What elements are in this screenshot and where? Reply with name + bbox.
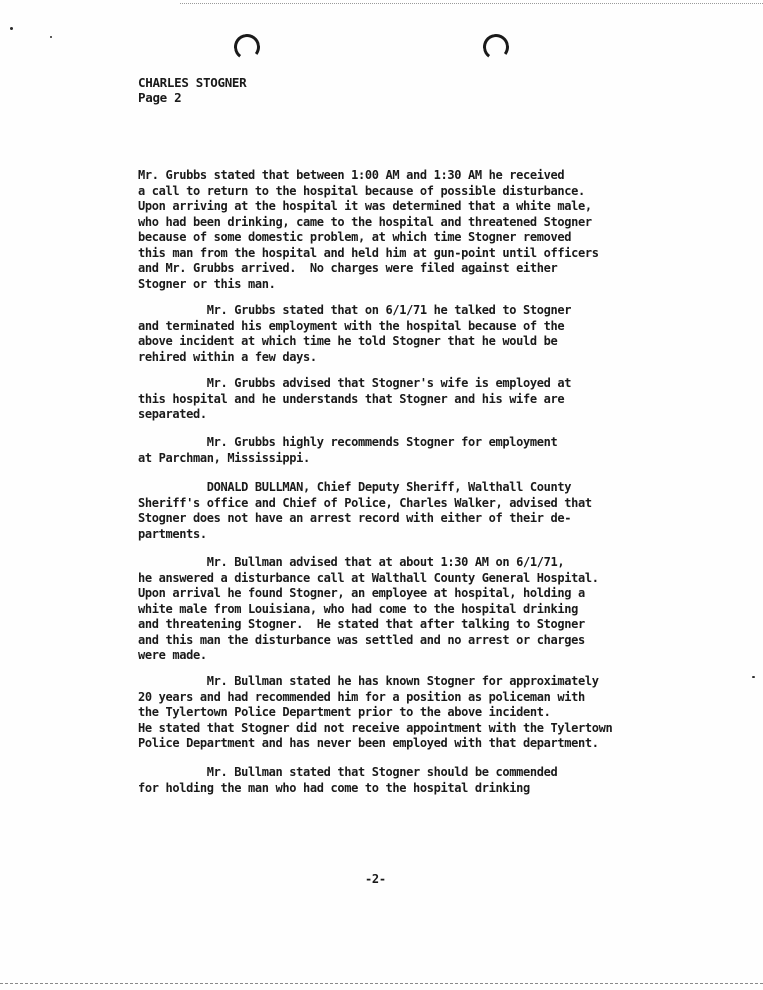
scan-speck — [752, 676, 755, 678]
document-header — [138, 75, 246, 105]
paragraph-bullman-disturbance: Mr. Bullman advised that at about 1:30 AM on 6/1/71, he answered a disturbance call at Walthall County General Hospital. Upon arrival he found Stogner, an employee at hospital, holding a white male from Louisiana, who had come to the hospital drinking and threatening Stogner. He stated that after talking to Stogner and this man the disturbance was settled and no arrest or charges were made. — [138, 555, 599, 662]
hole-punch-right-mark — [481, 32, 510, 61]
page-number: -2- — [365, 872, 386, 886]
paragraph-bullman-commended: Mr. Bullman stated that Stogner should be commended for holding the man who had come to the hospital drinking — [138, 765, 558, 795]
hole-punch-left-mark — [232, 32, 261, 61]
page-label: Page 2 — [138, 90, 182, 105]
paragraph-grubbs-recommends: Mr. Grubbs highly recommends Stogner for employment at Parchman, Mississippi. — [138, 435, 558, 465]
paragraph-grubbs-wife: Mr. Grubbs advised that Stogner's wife is employed at this hospital and he understands that Stogner and his wife are separated. — [138, 376, 572, 421]
paragraph-bullman-record: DONALD BULLMAN, Chief Deputy Sheriff, Walthall County Sheriff's office and Chief of Police, Charles Walker, advised that Stogner does not have an arrest record with either of their de- partments. — [138, 480, 592, 541]
scan-edge-bottom — [0, 983, 763, 984]
scan-speck — [10, 27, 13, 30]
subject-name: CHARLES STOGNER — [138, 75, 247, 90]
paragraph-grubbs-terminated: Mr. Grubbs stated that on 6/1/71 he talked to Stogner and terminated his employment with the hospital because of the above incident at which time he told Stogner that he would be rehired within a few days. — [138, 303, 572, 364]
scan-edge-top — [180, 3, 763, 4]
paragraph-grubbs-call: Mr. Grubbs stated that between 1:00 AM and 1:30 AM he received a call to return to the hospital because of possible disturbance. Upon arriving at the hospital it was determined that a white male, who had been drinking, came to the hospital and threatened Stogner because of some domestic problem, at which time Stogner removed this man from the hospital and held him at gun-point until officers and Mr. Grubbs arrived. No charges were filed against either Stogner or this man. — [138, 168, 599, 291]
scan-speck — [50, 36, 52, 38]
paragraph-bullman-known: Mr. Bullman stated he has known Stogner for approximately 20 years and had recommended him for a position as policeman with the Tylertown Police Department prior to the above incident. He stated that Stogner did not receive appointment with the Tylertown Police Department and has never been employed with that department. — [138, 674, 613, 750]
